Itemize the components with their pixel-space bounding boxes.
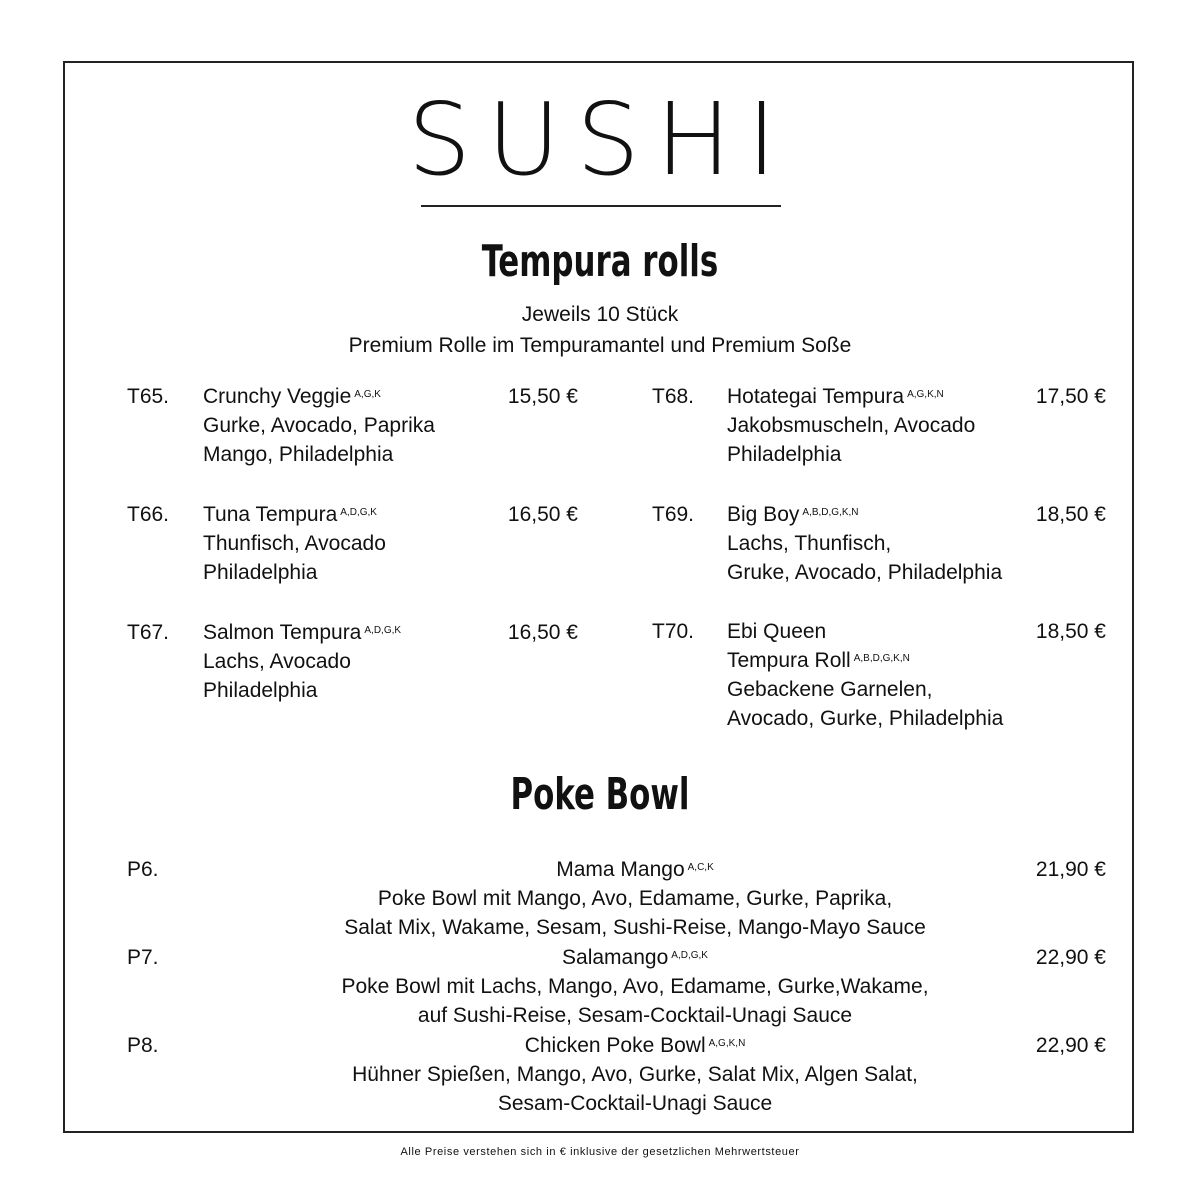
item-description: Philadelphia	[203, 561, 318, 584]
menu-item	[203, 500, 386, 587]
item-description: Jakobsmuscheln, Avocado	[727, 414, 976, 437]
item-allergens: A,D,G,K	[364, 625, 402, 636]
title-divider	[421, 205, 781, 207]
item-code: T67.	[127, 621, 170, 644]
item-name: Tuna Tempura	[203, 503, 338, 526]
item-description: Mango, Philadelphia	[203, 443, 394, 466]
item-name-line1: Ebi Queen	[727, 620, 827, 643]
item-name: Hotategai Tempura	[727, 385, 905, 408]
item-code: P7.	[127, 946, 159, 969]
tempura-heading: Tempura rolls	[481, 236, 719, 287]
item-name: Salmon Tempura	[203, 621, 362, 644]
item-description: Philadelphia	[203, 679, 318, 702]
item-code: T69.	[652, 503, 695, 526]
menu-item	[727, 382, 975, 469]
menu-item	[727, 500, 1002, 587]
item-description: Philadelphia	[727, 443, 842, 466]
item-price: 17,50 €	[1035, 385, 1106, 408]
item-code: P8.	[127, 1034, 159, 1057]
menu-item	[200, 943, 1070, 1030]
item-description: Hühner Spießen, Mango, Avo, Gurke, Salat Mix, Algen Salat,	[352, 1063, 918, 1086]
menu-item	[727, 617, 1003, 733]
item-description: Poke Bowl mit Mango, Avo, Edamame, Gurke, Paprika,	[377, 887, 893, 910]
tempura-subtitle-1: Jeweils 10 Stück	[521, 303, 679, 326]
item-allergens: A,G,K,N	[708, 1038, 746, 1049]
menu-item	[200, 855, 1070, 942]
item-description: Thunfisch, Avocado	[203, 532, 386, 555]
item-name: Big Boy	[727, 503, 800, 526]
item-code: T70.	[652, 620, 695, 643]
item-name: Salamango	[562, 946, 669, 969]
item-description: Salat Mix, Wakame, Sesam, Sushi-Reise, Mango-Mayo Sauce	[344, 916, 926, 939]
item-description: Poke Bowl mit Lachs, Mango, Avo, Edamame, Gurke,Wakame,	[341, 975, 929, 998]
item-allergens: A,D,G,K	[340, 507, 377, 518]
item-code: T65.	[127, 385, 170, 408]
price-footnote: Alle Preise verstehen sich in € inklusive der gesetzlichen Mehrwertsteuer	[400, 1146, 800, 1158]
item-allergens: A,B,D,G,K,N	[853, 653, 910, 664]
item-price: 18,50 €	[1035, 503, 1106, 526]
item-allergens: A,G,K,N	[907, 389, 944, 400]
menu-item	[200, 1031, 1070, 1118]
item-description: Lachs, Avocado	[203, 650, 351, 673]
page-title: SUSHI	[407, 81, 793, 198]
item-price: 22,90 €	[1035, 946, 1106, 969]
item-allergens: A,B,D,G,K,N	[802, 507, 859, 518]
tempura-subtitle-2: Premium Rolle im Tempuramantel und Premium Soße	[348, 334, 852, 357]
menu-item	[203, 382, 435, 469]
item-price: 22,90 €	[1035, 1034, 1106, 1057]
item-allergens: A,C,K	[687, 862, 714, 873]
item-description: Sesam-Cocktail-Unagi Sauce	[497, 1092, 773, 1115]
item-code: P6.	[127, 858, 159, 881]
item-description: Gurke, Avocado, Paprika	[203, 414, 435, 437]
item-description: Gebackene Garnelen,	[727, 678, 933, 701]
item-name: Mama Mango	[556, 858, 685, 881]
item-name: Chicken Poke Bowl	[524, 1034, 706, 1057]
item-name: Tempura Roll	[727, 649, 851, 672]
item-code: T66.	[127, 503, 170, 526]
item-description: auf Sushi-Reise, Sesam-Cocktail-Unagi Sauce	[417, 1004, 853, 1027]
item-price: 16,50 €	[507, 621, 578, 644]
item-allergens: A,G,K	[354, 389, 381, 400]
item-allergens: A,D,G,K	[671, 950, 708, 961]
item-name: Crunchy Veggie	[203, 385, 352, 408]
item-code: T68.	[652, 385, 695, 408]
poke-heading: Poke Bowl	[510, 769, 690, 820]
item-description: Avocado, Gurke, Philadelphia	[727, 707, 1004, 730]
item-description: Lachs, Thunfisch,	[727, 532, 892, 555]
menu-item	[203, 618, 401, 705]
item-price: 18,50 €	[1035, 620, 1106, 643]
item-price: 16,50 €	[507, 503, 578, 526]
item-price: 21,90 €	[1035, 858, 1106, 881]
item-description: Gruke, Avocado, Philadelphia	[727, 561, 1003, 584]
item-price: 15,50 €	[507, 385, 578, 408]
